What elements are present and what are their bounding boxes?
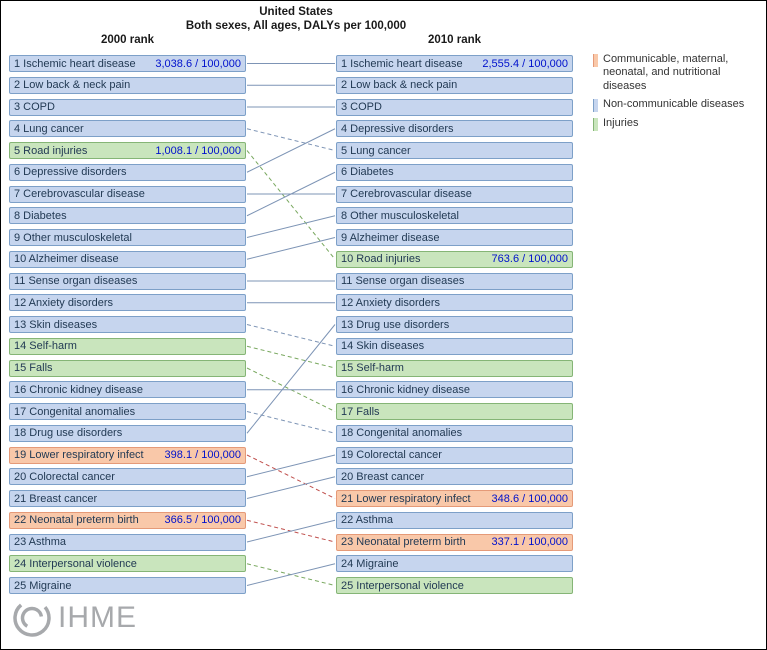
rank-column-2000: [9, 1, 246, 650]
rank-box-2000-22[interactable]: [9, 512, 246, 529]
rank-box-2000-21[interactable]: [9, 490, 246, 507]
rank-box-2010-22[interactable]: [336, 512, 573, 529]
rank-box-2010-21[interactable]: [336, 490, 573, 507]
rank-box-2000-9[interactable]: [9, 229, 246, 246]
rank-box-2010-7[interactable]: [336, 186, 573, 203]
cause-label: 15 Self-harm: [341, 362, 404, 374]
rank-box-2000-7[interactable]: [9, 186, 246, 203]
daly-value: 1,008.1 / 100,000: [155, 144, 241, 157]
cause-label: 10 Alzheimer disease: [14, 253, 119, 266]
rank-box-2000-6[interactable]: [9, 164, 246, 181]
cause-label: 8 Other musculoskeletal: [341, 209, 459, 222]
rank-connector: [247, 129, 335, 173]
legend-item-inj: [593, 117, 763, 131]
cause-label: 17 Congenital anomalies: [14, 405, 136, 418]
cause-label: 3 COPD: [14, 101, 55, 113]
cause-label: 21 Lower respiratory infect: [341, 492, 471, 505]
rank-box-2000-24[interactable]: [9, 555, 246, 572]
cause-label: 5 Lung cancer: [341, 144, 411, 157]
rank-box-2000-12[interactable]: [9, 294, 246, 311]
cause-label: 11 Sense organ diseases: [14, 275, 138, 287]
rank-box-2000-8[interactable]: [9, 207, 246, 224]
cause-label: 14 Skin diseases: [341, 340, 425, 353]
cause-label: 9 Other musculoskeletal: [14, 231, 132, 244]
column-header-2000: 2000 rank: [100, 34, 155, 46]
cause-label: 16 Chronic kidney disease: [14, 383, 144, 396]
cause-label: 18 Congenital anomalies: [341, 427, 463, 440]
rank-box-2010-1[interactable]: [336, 55, 573, 72]
cause-label: 20 Colorectal cancer: [14, 470, 115, 483]
cause-label: 19 Colorectal cancer: [341, 449, 442, 461]
cause-label: 11 Sense organ diseases: [341, 275, 465, 287]
cause-label: 9 Alzheimer disease: [341, 231, 440, 244]
column-header-2010: 2010 rank: [427, 34, 482, 46]
cause-label: 6 Depressive disorders: [14, 166, 127, 179]
cause-label: 1 Ischemic heart disease: [341, 57, 463, 70]
cause-label: 21 Breast cancer: [14, 492, 98, 505]
daly-value: 337.1 / 100,000: [491, 536, 568, 548]
cause-label: 24 Interpersonal violence: [14, 557, 137, 570]
chart-title: United States: [259, 6, 333, 18]
cause-label: 16 Chronic kidney disease: [341, 383, 471, 396]
rank-connectors: [246, 1, 336, 650]
rank-box-2010-19[interactable]: [336, 447, 573, 464]
rank-connector: [247, 325, 335, 434]
legend-swatch-ncd: [593, 99, 598, 112]
cause-label: 2 Low back & neck pain: [14, 79, 131, 92]
rank-column-2010: [336, 1, 573, 650]
daly-value: 348.6 / 100,000: [491, 492, 568, 505]
cause-label: 12 Anxiety disorders: [14, 296, 114, 309]
rank-box-2010-12[interactable]: [336, 294, 573, 311]
rank-box-2000-19[interactable]: [9, 447, 246, 464]
rank-box-2010-3[interactable]: [336, 99, 573, 116]
rank-box-2010-17[interactable]: [336, 403, 573, 420]
rank-box-2000-23[interactable]: [9, 534, 246, 551]
cause-label: 1 Ischemic heart disease: [14, 57, 136, 70]
daly-value: 398.1 / 100,000: [164, 449, 241, 461]
cause-label: 13 Skin diseases: [14, 318, 98, 331]
cause-label: 3 COPD: [341, 101, 382, 113]
cause-label: 23 Asthma: [14, 536, 66, 548]
cause-label: 19 Lower respiratory infect: [14, 449, 144, 461]
rank-box-2010-18[interactable]: [336, 425, 573, 442]
rank-box-2000-25[interactable]: [9, 577, 246, 594]
rank-connector: [247, 455, 335, 499]
cause-label: 25 Migraine: [14, 579, 72, 592]
legend-label: Communicable, maternal, neonatal, and nutritional diseases: [603, 53, 729, 92]
rank-box-2010-13[interactable]: [336, 316, 573, 333]
rank-connector: [247, 151, 335, 260]
cause-label: 20 Breast cancer: [341, 470, 425, 483]
rank-box-2000-18[interactable]: [9, 425, 246, 442]
cause-label: 25 Interpersonal violence: [341, 579, 464, 592]
rank-box-2010-5[interactable]: [336, 142, 573, 159]
ihme-logo-icon: [11, 597, 53, 639]
cause-label: 12 Anxiety disorders: [341, 296, 441, 309]
rank-connector: [247, 346, 335, 368]
rank-box-2010-14[interactable]: [336, 338, 573, 355]
rank-box-2010-2[interactable]: [336, 77, 573, 94]
daly-value: 366.5 / 100,000: [164, 514, 241, 527]
cause-label: 5 Road injuries: [14, 144, 88, 157]
rank-box-2010-23[interactable]: [336, 534, 573, 551]
rank-box-2000-5[interactable]: [9, 142, 246, 159]
chart-subtitle: Both sexes, All ages, DALYs per 100,000: [185, 20, 407, 32]
rank-box-2000-13[interactable]: [9, 316, 246, 333]
cause-label: 13 Drug use disorders: [341, 318, 450, 331]
rank-box-2000-4[interactable]: [9, 120, 246, 137]
cause-label: 17 Falls: [341, 405, 380, 418]
cause-label: 22 Asthma: [341, 514, 393, 527]
rank-box-2000-16[interactable]: [9, 381, 246, 398]
rank-connector: [247, 238, 335, 260]
rank-connector: [247, 477, 335, 499]
cause-label: 15 Falls: [14, 362, 53, 374]
rank-box-2000-1[interactable]: [9, 55, 246, 72]
rank-box-2010-15[interactable]: [336, 360, 573, 377]
rank-box-2000-17[interactable]: [9, 403, 246, 420]
cause-label: 4 Lung cancer: [14, 122, 84, 135]
rank-connector: [247, 455, 335, 477]
rank-connector: [247, 325, 335, 347]
rank-connector: [247, 412, 335, 434]
rank-box-2010-11[interactable]: [336, 273, 573, 290]
daly-value: 2,555.4 / 100,000: [482, 57, 568, 70]
rank-box-2010-25[interactable]: [336, 577, 573, 594]
cause-label: 8 Diabetes: [14, 209, 67, 222]
ihme-logo: [11, 597, 137, 639]
rank-box-2010-20[interactable]: [336, 468, 573, 485]
legend-swatch-inj: [593, 118, 598, 131]
daly-value: 3,038.6 / 100,000: [155, 57, 241, 70]
rank-box-2010-10[interactable]: [336, 251, 573, 268]
cause-label: 2 Low back & neck pain: [341, 79, 458, 92]
rank-connector: [247, 129, 335, 151]
legend-label: Injuries: [603, 117, 639, 130]
cause-label: 22 Neonatal preterm birth: [14, 514, 139, 527]
cause-label: 14 Self-harm: [14, 340, 77, 353]
legend-label: Non-communicable diseases: [603, 98, 745, 111]
cause-label: 10 Road injuries: [341, 253, 421, 266]
rank-box-2010-8[interactable]: [336, 207, 573, 224]
legend-item-cmnn: [593, 53, 763, 93]
rank-box-2000-11[interactable]: [9, 273, 246, 290]
cause-label: 7 Cerebrovascular disease: [341, 188, 472, 200]
rank-box-2000-15[interactable]: [9, 360, 246, 377]
rank-box-2000-20[interactable]: [9, 468, 246, 485]
rank-box-2000-14[interactable]: [9, 338, 246, 355]
rank-box-2010-9[interactable]: [336, 229, 573, 246]
rank-connector: [247, 216, 335, 238]
cause-label: 7 Cerebrovascular disease: [14, 188, 145, 200]
cause-label: 23 Neonatal preterm birth: [341, 536, 466, 548]
legend: [593, 53, 763, 136]
rank-box-2010-16[interactable]: [336, 381, 573, 398]
cause-label: 18 Drug use disorders: [14, 427, 123, 440]
legend-swatch-cmnn: [593, 54, 598, 67]
legend-item-ncd: [593, 98, 763, 112]
rank-box-2010-6[interactable]: [336, 164, 573, 181]
rank-box-2000-10[interactable]: [9, 251, 246, 268]
rank-box-2000-2[interactable]: [9, 77, 246, 94]
rank-box-2010-24[interactable]: [336, 555, 573, 572]
daly-value: 763.6 / 100,000: [491, 253, 568, 266]
cause-label: 4 Depressive disorders: [341, 122, 454, 135]
rank-box-2010-4[interactable]: [336, 120, 573, 137]
cause-label: 24 Migraine: [341, 557, 399, 570]
cause-label: 6 Diabetes: [341, 166, 394, 179]
rank-box-2000-3[interactable]: [9, 99, 246, 116]
ihme-logo-text: IHME: [58, 601, 137, 634]
